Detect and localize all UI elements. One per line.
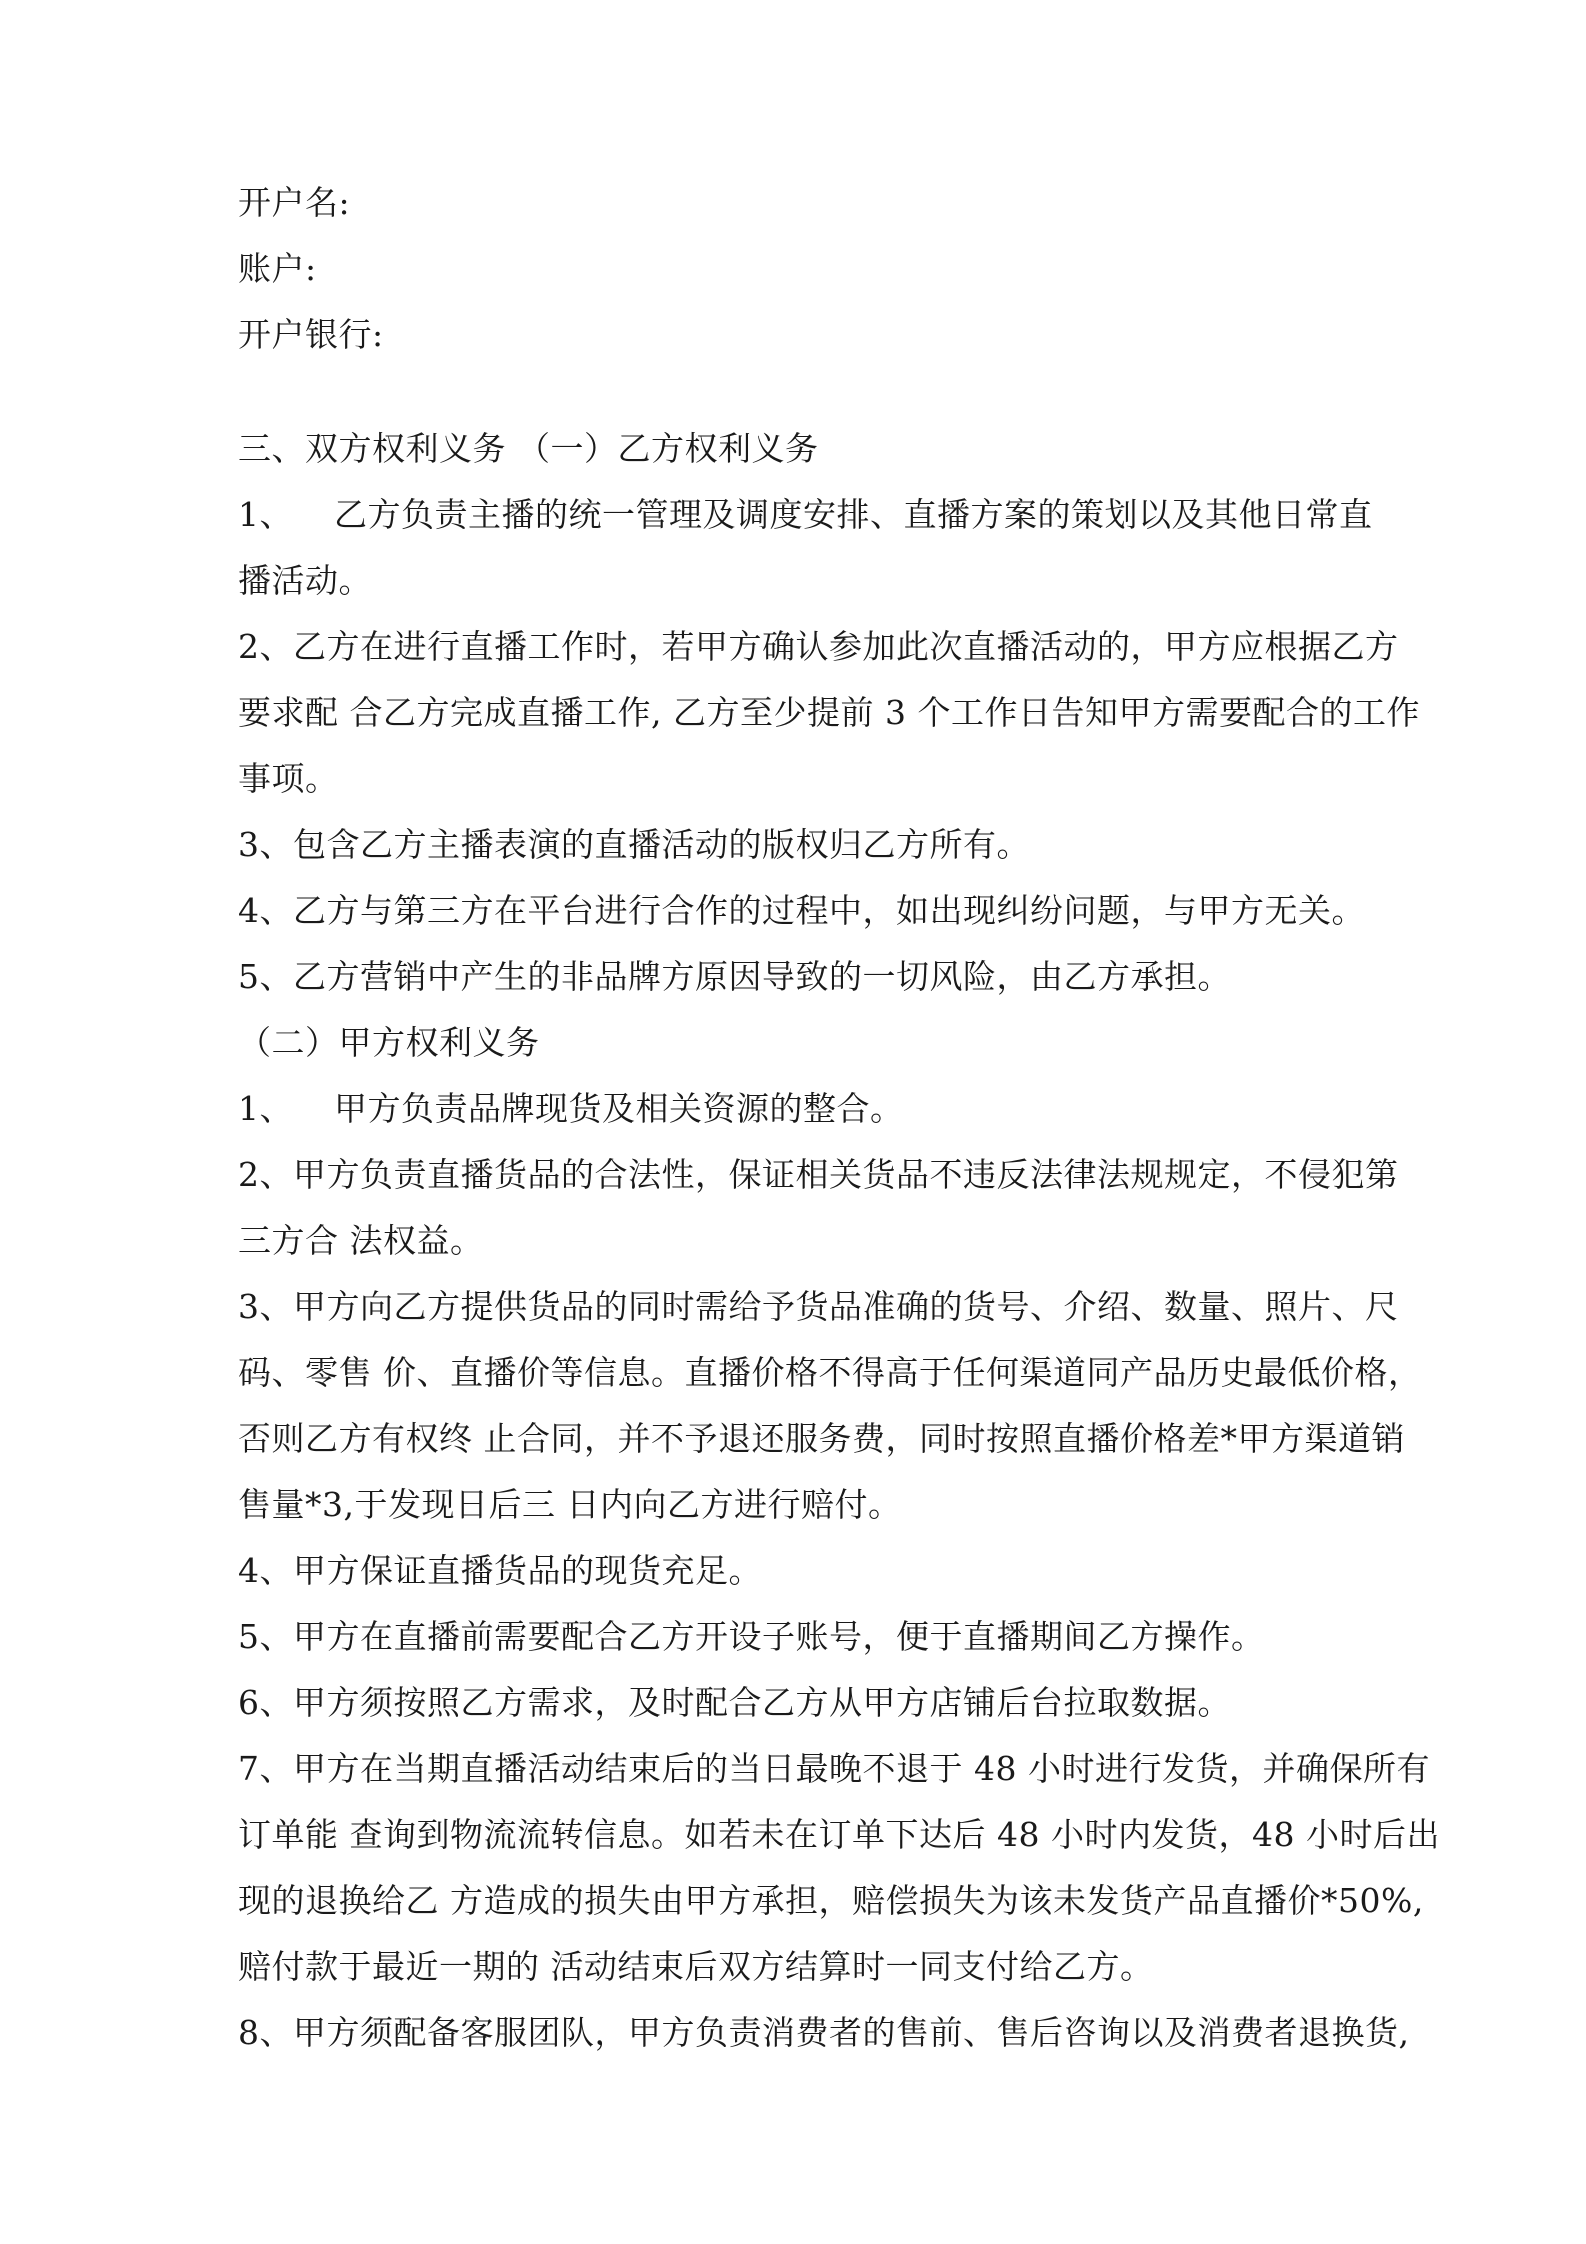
item-text: 4、甲方保证直播货品的现货充足。 xyxy=(238,1551,762,1590)
document-body xyxy=(238,170,1440,2066)
item-text: 7、甲方在当期直播活动结束后的当日最晚不退于 48 小时进行发货，并确保所有 xyxy=(238,1749,1430,1788)
partyA-item-1 xyxy=(238,1076,1363,1142)
item-text: 5、甲方在直播前需要配合乙方开设子账号，便于直播期间乙方操作。 xyxy=(238,1617,1265,1656)
partyA-item-6 xyxy=(238,1670,1363,1736)
item-text: 现的退换给乙 方造成的损失由甲方承担，赔偿损失为该未发货产品直播价*50%, xyxy=(238,1881,1424,1920)
item-text: 播活动。 xyxy=(238,561,372,600)
item-text: 三方合 法权益。 xyxy=(238,1221,484,1260)
item-text: 5、乙方营销中产生的非品牌方原因导致的一切风险，由乙方承担。 xyxy=(238,957,1231,996)
partyA-item-8 xyxy=(238,2000,1410,2066)
item-text: 否则乙方有权终 止合同，并不予退还服务费，同时按照直播价格差*甲方渠道销 xyxy=(238,1419,1405,1458)
item-text: 赔付款于最近一期的 活动结束后双方结算时一同支付给乙方。 xyxy=(238,1947,1154,1986)
item-text: 甲方负责品牌现货及相关资源的整合。 xyxy=(334,1089,904,1128)
item-text: 2、乙方在进行直播工作时，若甲方确认参加此次直播活动的，甲方应根据乙方 xyxy=(238,627,1399,666)
item-text: 码、零售 价、直播价等信息。直播价格不得高于任何渠道同产品历史最低价格， xyxy=(238,1353,1422,1392)
partyB-item-4 xyxy=(238,878,1363,944)
item-number: 1、 xyxy=(238,1089,293,1128)
item-text: 3、包含乙方主播表演的直播活动的版权归乙方所有。 xyxy=(238,825,1030,864)
partyB-item-5 xyxy=(238,944,1363,1010)
item-text: 3、甲方向乙方提供货品的同时需给予货品准确的货号、介绍、数量、照片、尺 xyxy=(238,1287,1399,1326)
partyB-item-2 xyxy=(238,614,1420,812)
partyB-item-1 xyxy=(238,482,1373,614)
partyA-item-3 xyxy=(238,1274,1422,1538)
item-number: 1、 xyxy=(238,495,293,534)
partyA-item-2 xyxy=(238,1142,1399,1274)
partyA-heading: （二）甲方权利义务 xyxy=(238,1023,540,1062)
item-text: 要求配 合乙方完成直播工作, 乙方至少提前 3 个工作日告知甲方需要配合的工作 xyxy=(238,693,1420,732)
item-text: 6、甲方须按照乙方需求，及时配合乙方从甲方店铺后台拉取数据。 xyxy=(238,1683,1231,1722)
item-text: 订单能 查询到物流流转信息。如若未在订单下达后 48 小时内发货，48 小时后出 xyxy=(238,1815,1440,1854)
account-name-label: 开户名: xyxy=(238,183,351,222)
bank-label: 开户银行: xyxy=(238,315,384,354)
item-text: 售量*3,于发现日后三 日内向乙方进行赔付。 xyxy=(238,1485,902,1524)
section-heading: 三、双方权利义务 （一）乙方权利义务 xyxy=(238,429,819,468)
item-text: 事项。 xyxy=(238,759,339,798)
account-number-label: 账户: xyxy=(238,249,317,288)
partyA-item-4 xyxy=(238,1538,1363,1604)
item-text: 4、乙方与第三方在平台进行合作的过程中，如出现纠纷问题，与甲方无关。 xyxy=(238,891,1365,930)
partyA-item-7 xyxy=(238,1736,1440,2000)
partyA-item-5 xyxy=(238,1604,1363,1670)
item-text: 乙方负责主播的统一管理及调度安排、直播方案的策划以及其他日常直 xyxy=(334,495,1373,534)
item-text: 2、甲方负责直播货品的合法性，保证相关货品不违反法律法规规定，不侵犯第 xyxy=(238,1155,1399,1194)
partyB-item-3 xyxy=(238,812,1363,878)
item-text: 8、甲方须配备客服团队，甲方负责消费者的售前、售后咨询以及消费者退换货, xyxy=(238,2013,1410,2052)
